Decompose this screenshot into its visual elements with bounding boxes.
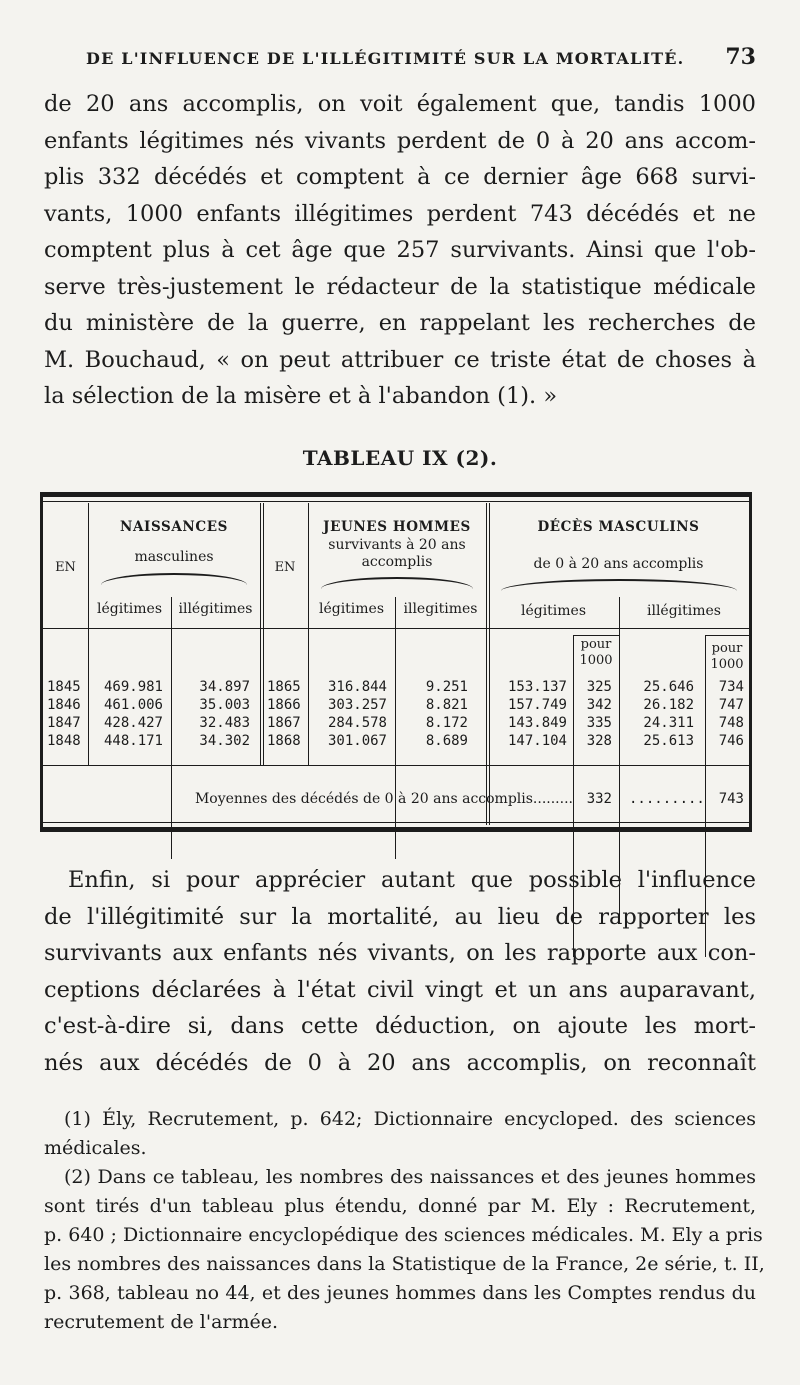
page-number: 73 xyxy=(725,44,756,70)
column-divider xyxy=(171,597,172,859)
cell-value: 747 xyxy=(718,697,744,713)
running-title: DE L'INFLUENCE DE L'ILLÉGITIMITÉ SUR LA MORTALITÉ. xyxy=(86,49,685,68)
footer-legit-average: 332 xyxy=(586,791,612,807)
text-line: plis 332 décédés et comptent à ce dernier âge 668 survi- xyxy=(44,164,756,190)
cell-value: 748 xyxy=(718,715,744,731)
text-line: enfants légitimes nés vivants perdent de 0 à 20 ans accom- xyxy=(44,127,756,154)
header-masculines: masculines xyxy=(134,549,214,565)
header-pour-2: pour xyxy=(711,641,743,656)
cell-year: 1867 xyxy=(267,715,301,731)
cell-year: 1866 xyxy=(267,697,301,713)
cell-value: 734 xyxy=(718,679,744,695)
cell-value: 301.067 xyxy=(327,733,387,749)
brace-jeunes-hommes xyxy=(321,577,473,589)
text-line: du ministère de la guerre, en rappelant les recherches de xyxy=(44,310,756,336)
cell-value: 147.104 xyxy=(507,733,567,749)
cell-value: 448.171 xyxy=(103,733,163,749)
text-line: Enfin, si pour apprécier autant que possible l'influence xyxy=(68,867,756,893)
header-survivants: survivants à 20 ans xyxy=(328,537,466,553)
running-header xyxy=(86,44,756,70)
cell-value: 143.849 xyxy=(507,715,567,731)
header-naissances: NAISSANCES xyxy=(120,519,228,535)
cell-year: 1865 xyxy=(267,679,301,695)
header-rule xyxy=(43,628,749,629)
table-rule-top xyxy=(43,501,749,502)
header-illegitimes-jh: illegitimes xyxy=(403,601,478,617)
footnote-2 xyxy=(44,1163,765,1337)
header-en: EN xyxy=(55,560,76,575)
header-accomplis: accomplis xyxy=(361,554,433,570)
text-line: serve très-justement le rédacteur de la statistique médicale xyxy=(44,273,756,300)
footer-illegit-average: 743 xyxy=(718,791,744,807)
text-line: comptent plus à cet âge que 257 survivants. Ainsi que l'ob- xyxy=(44,237,756,263)
cell-value: 34.897 xyxy=(199,679,250,695)
text-line: c'est-à-dire si, dans cette déduction, on ajoute les mort- xyxy=(44,1013,756,1039)
header-deces: DÉCÈS MASCULINS xyxy=(537,519,700,535)
cell-value: 8.172 xyxy=(425,715,468,731)
footer-dots: ......... xyxy=(629,791,705,807)
cell-value: 461.006 xyxy=(103,697,163,713)
pour-rule xyxy=(705,635,749,636)
text-line: nés aux décédés de 0 à 20 ans accomplis, on reconnaît xyxy=(44,1049,756,1076)
cell-value: 26.182 xyxy=(643,697,694,713)
footnote-line: médicales. xyxy=(44,1137,147,1159)
pour-rule xyxy=(573,635,619,636)
header-jeunes-hommes: JEUNES HOMMES xyxy=(323,519,471,535)
cell-value: 746 xyxy=(718,733,744,749)
header-en-2: EN xyxy=(274,560,296,575)
header-mille: 1000 xyxy=(579,653,613,668)
cell-value: 303.257 xyxy=(327,697,387,713)
paragraph-2 xyxy=(44,862,756,1081)
cell-value: 34.302 xyxy=(199,733,250,749)
header-legitimes: légitimes xyxy=(96,601,163,617)
cell-value: 342 xyxy=(586,697,612,713)
column-divider xyxy=(88,503,89,765)
cell-year: 1847 xyxy=(47,715,81,731)
cell-value: 32.483 xyxy=(199,715,250,731)
cell-value: 25.613 xyxy=(643,733,694,749)
footnote-line: sont tirés d'un tableau plus étendu, donné par M. Ely : Recrutement, xyxy=(44,1195,756,1217)
cell-value: 9.251 xyxy=(425,679,468,695)
column-divider xyxy=(260,503,264,765)
header-deces-illegitimes: illégitimes xyxy=(646,603,721,619)
footnote-line: p. 640 ; Dictionnaire encyclopédique des sciences médicales. M. Ely a pris xyxy=(44,1224,763,1246)
cell-value: 428.427 xyxy=(103,715,163,731)
cell-value: 325 xyxy=(586,679,612,695)
text-line: ceptions déclarées à l'état civil vingt et un ans auparavant, xyxy=(44,976,756,1003)
text-line: de l'illégitimité sur la mortalité, au lieu de rapporter les xyxy=(44,903,756,930)
cell-value: 335 xyxy=(586,715,612,731)
footnote-line: p. 368, tableau no 44, et des jeunes hommes dans les Comptes rendus du xyxy=(44,1282,756,1304)
statistics-table xyxy=(40,492,752,832)
cell-year: 1845 xyxy=(47,679,81,695)
footnotes xyxy=(44,1105,765,1337)
cell-value: 328 xyxy=(586,733,612,749)
text-line: survivants aux enfants nés vivants, on les rapporte aux con- xyxy=(44,940,756,966)
table-rule-bottom xyxy=(43,822,749,823)
cell-value: 316.844 xyxy=(327,679,387,695)
paragraph-1 xyxy=(44,86,756,415)
cell-value: 25.646 xyxy=(643,679,694,695)
header-illegitimes: illégitimes xyxy=(178,601,253,617)
cell-value: 469.981 xyxy=(103,679,163,695)
cell-year: 1868 xyxy=(267,733,301,749)
column-divider xyxy=(395,597,396,859)
footnote-line: (2) Dans ce tableau, les nombres des naissances et des jeunes hommes xyxy=(64,1166,756,1188)
cell-year: 1846 xyxy=(47,697,81,713)
footnote-line: les nombres des naissances dans la Statistique de la France, 2e série, t. II, xyxy=(44,1253,765,1275)
header-legitimes-jh: légitimes xyxy=(318,601,385,617)
header-pour: pour xyxy=(580,637,612,652)
text-line: M. Bouchaud, « on peut attribuer ce triste état de choses à xyxy=(44,346,756,373)
brace-deces xyxy=(501,579,737,591)
footnote-1 xyxy=(44,1105,756,1163)
cell-value: 157.749 xyxy=(507,697,567,713)
footnote-line: (1) Ély, Recrutement, p. 642; Dictionnaire encycloped. des sciences xyxy=(64,1108,756,1130)
header-mille-2: 1000 xyxy=(710,657,744,672)
footnote-line: recrutement de l'armée. xyxy=(44,1311,279,1333)
cell-value: 24.311 xyxy=(643,715,694,731)
column-divider xyxy=(486,503,490,825)
text-line: vants, 1000 enfants illégitimes perdent 743 décédés et ne xyxy=(44,200,756,227)
cell-value: 8.821 xyxy=(425,697,468,713)
body-rule xyxy=(43,765,749,766)
cell-value: 284.578 xyxy=(327,715,387,731)
cell-value: 8.689 xyxy=(425,733,468,749)
text-line: de 20 ans accomplis, on voit également que, tandis 1000 xyxy=(44,91,756,117)
text-line: la sélection de la misère et à l'abandon (1). » xyxy=(44,383,558,409)
table-title: TABLEAU IX (2). xyxy=(302,446,498,470)
cell-year: 1848 xyxy=(47,733,81,749)
header-deces-legitimes: légitimes xyxy=(520,603,587,619)
brace-naissances xyxy=(101,573,247,585)
header-deces-sub: de 0 à 20 ans accomplis xyxy=(533,556,704,572)
table-footer-label: Moyennes des décédés de 0 à 20 ans accomplis......... xyxy=(194,791,573,807)
cell-value: 35.003 xyxy=(199,697,250,713)
cell-value: 153.137 xyxy=(507,679,567,695)
